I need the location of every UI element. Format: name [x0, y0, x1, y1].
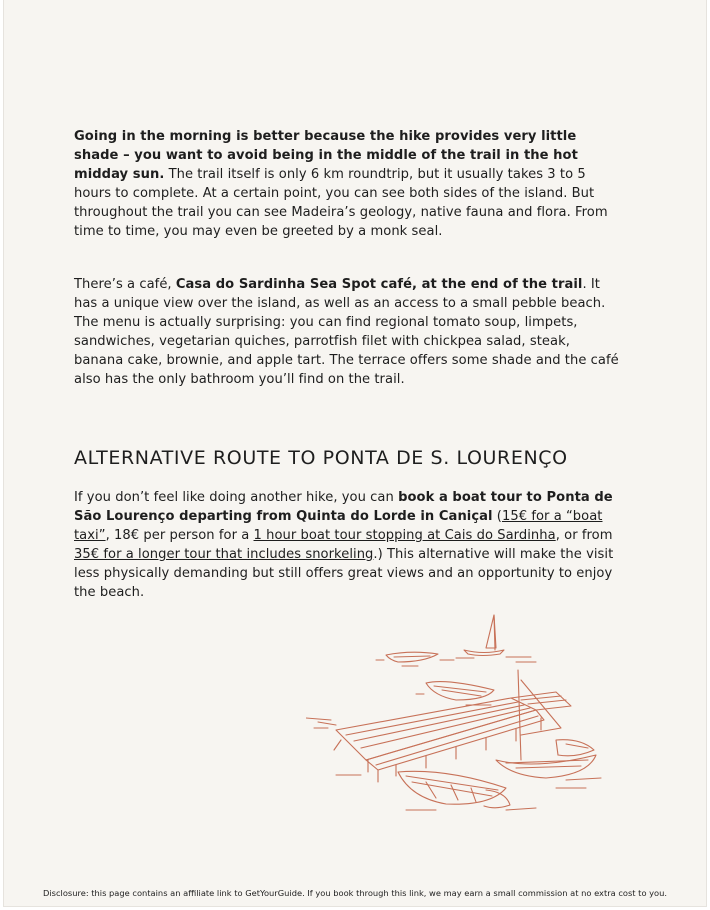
article-body: [74, 127, 622, 602]
paragraph-trail-timing-text: The trail itself is only 6 km roundtrip, but it usually takes 3 to 5 hours to complete. At a certain point, you can see both sides of the island. But throughout the trail you can see Madeira’s geology, native fauna and flora. From time to time, you may even be greeted by a monk seal.: [74, 167, 608, 239]
document-page: [4, 0, 706, 906]
paragraph-boat-text-c: , 18€ per person for a: [105, 528, 254, 543]
boats-pier-sketch-icon: [306, 610, 606, 820]
section-heading: ALTERNATIVE ROUTE TO PONTA DE S. LOURENÇO: [74, 447, 568, 469]
paragraph-boat-text-a: If you don’t feel like doing another hike, you can: [74, 490, 399, 505]
paragraph-cafe-text-b: . It has a unique view over the island, as well as an access to a small pebble beach. The menu is actually surprising: you can find regional tomato soup, limpets, sandwiches, vegetarian quiches, parrotfish filet with chickpea salad, steak, banana cake, brownie, and apple tart. The terrace offers some shade and the café also has the only bathroom you’ll find on the trail.: [74, 277, 619, 387]
paragraph-boat-text-d: , or from: [555, 528, 613, 543]
one-hour-tour-link[interactable]: 1 hour boat tour stopping at Cais do Sardinha: [253, 528, 556, 543]
paragraph-cafe-text-a: There’s a café,: [74, 277, 176, 292]
paragraph-boat-bold: book a boat tour to Ponta de São Lourenço departing from Quinta do Lorde in Caniçal: [74, 490, 613, 524]
paragraph-boat-text-b: (: [492, 509, 502, 524]
snorkeling-tour-link[interactable]: 35€ for a longer tour that includes snorkeling: [74, 547, 374, 562]
paragraph-trail-timing: [74, 127, 622, 241]
paragraph-cafe-bold: Casa do Sardinha Sea Spot café, at the end of the trail: [175, 277, 583, 292]
paragraph-trail-timing-bold: Going in the morning is better because the hike provides very little shade – you want to avoid being in the middle of the trail in the hot midday sun.: [74, 129, 578, 182]
paragraph-boat-text-e: .) This alternative will make the visit less physically demanding but still offers great views and an opportunity to enjoy the beach.: [74, 547, 614, 600]
boat-taxi-link[interactable]: 15€ for a “boat taxi”: [74, 509, 603, 543]
paragraph-boat-tour: [74, 488, 622, 602]
affiliate-disclosure: Disclosure: this page contains an affiliate link to GetYourGuide. If you book through this link, we may earn a small commission at no extra cost to you.: [42, 888, 668, 898]
paragraph-cafe: [74, 275, 622, 389]
